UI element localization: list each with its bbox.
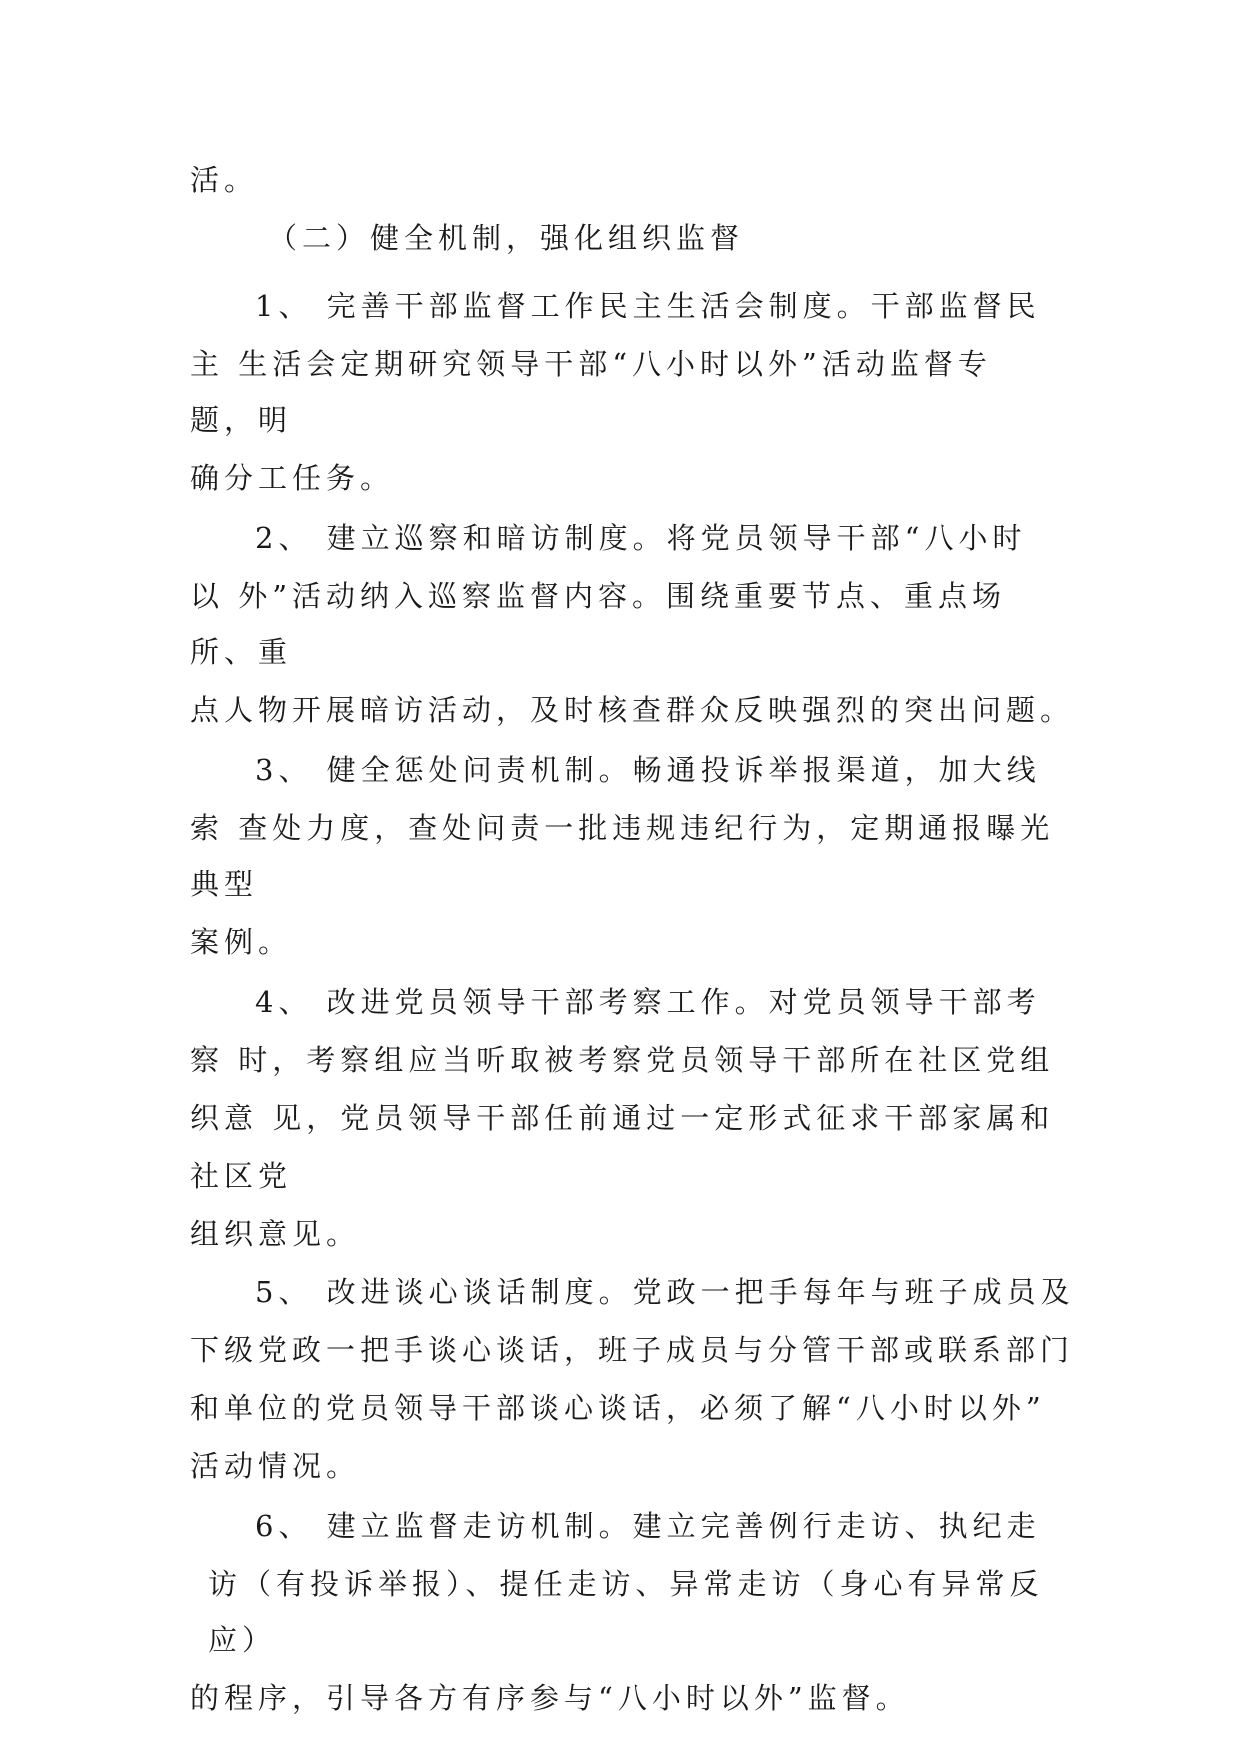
text-line: 应）	[208, 1623, 277, 1657]
text-line: 和单位的党员领导干部谈心谈话，必须了解“八小时以外”	[190, 1391, 1046, 1425]
text-line: 3、 健全惩处问责机制。畅通投诉举报渠道，加大线	[255, 753, 1041, 787]
text-line: 题，明	[190, 403, 293, 437]
text-line: 下级党政一把手谈心谈话，班子成员与分管干部或联系部门	[190, 1333, 1075, 1367]
text-line: 典型	[190, 867, 259, 901]
text-line: 1、 完善干部监督工作民主生活会制度。干部监督民	[255, 289, 1041, 323]
text-line: 访（有投诉举报）、提任走访、异常走访（身心有异常反	[208, 1567, 1044, 1601]
text-line: 的程序，引导各方有序参与“八小时以外”监督。	[190, 1681, 910, 1715]
text-line: 4、 改进党员领导干部考察工作。对党员领导干部考	[255, 985, 1041, 1019]
text-line: 点人物开展暗访活动，及时核查群众反映强烈的突出问题。	[190, 693, 1075, 727]
text-line: 织意 见，党员领导干部任前通过一定形式征求干部家属和	[190, 1101, 1055, 1135]
text-line: 社区党	[190, 1159, 293, 1193]
text-line: 6、 建立监督走访机制。建立完善例行走访、执纪走	[255, 1509, 1041, 1543]
text-line: 活。	[190, 163, 259, 197]
text-line: 确分工任务。	[190, 461, 395, 495]
text-line: 案例。	[190, 925, 293, 959]
text-line: 察 时，考察组应当听取被考察党员领导干部所在社区党组	[190, 1043, 1055, 1077]
section-heading: （二）健全机制，强化组织监督	[268, 221, 745, 255]
text-line: 2、 建立巡察和暗访制度。将党员领导干部“八小时	[255, 521, 1027, 555]
text-line: 活动情况。	[190, 1449, 361, 1483]
text-line: 索 查处力度，查处问责一批违规违纪行为，定期通报曝光	[190, 811, 1055, 845]
text-line: 主 生活会定期研究领导干部“八小时以外”活动监督专	[190, 347, 992, 381]
text-line: 组织意见。	[190, 1217, 361, 1251]
text-line: 所、重	[190, 635, 293, 669]
text-line: 以 外”活动纳入巡察监督内容。围绕重要节点、重点场	[190, 579, 1007, 613]
text-line: 5、 改进谈心谈话制度。党政一把手每年与班子成员及	[255, 1275, 1075, 1309]
